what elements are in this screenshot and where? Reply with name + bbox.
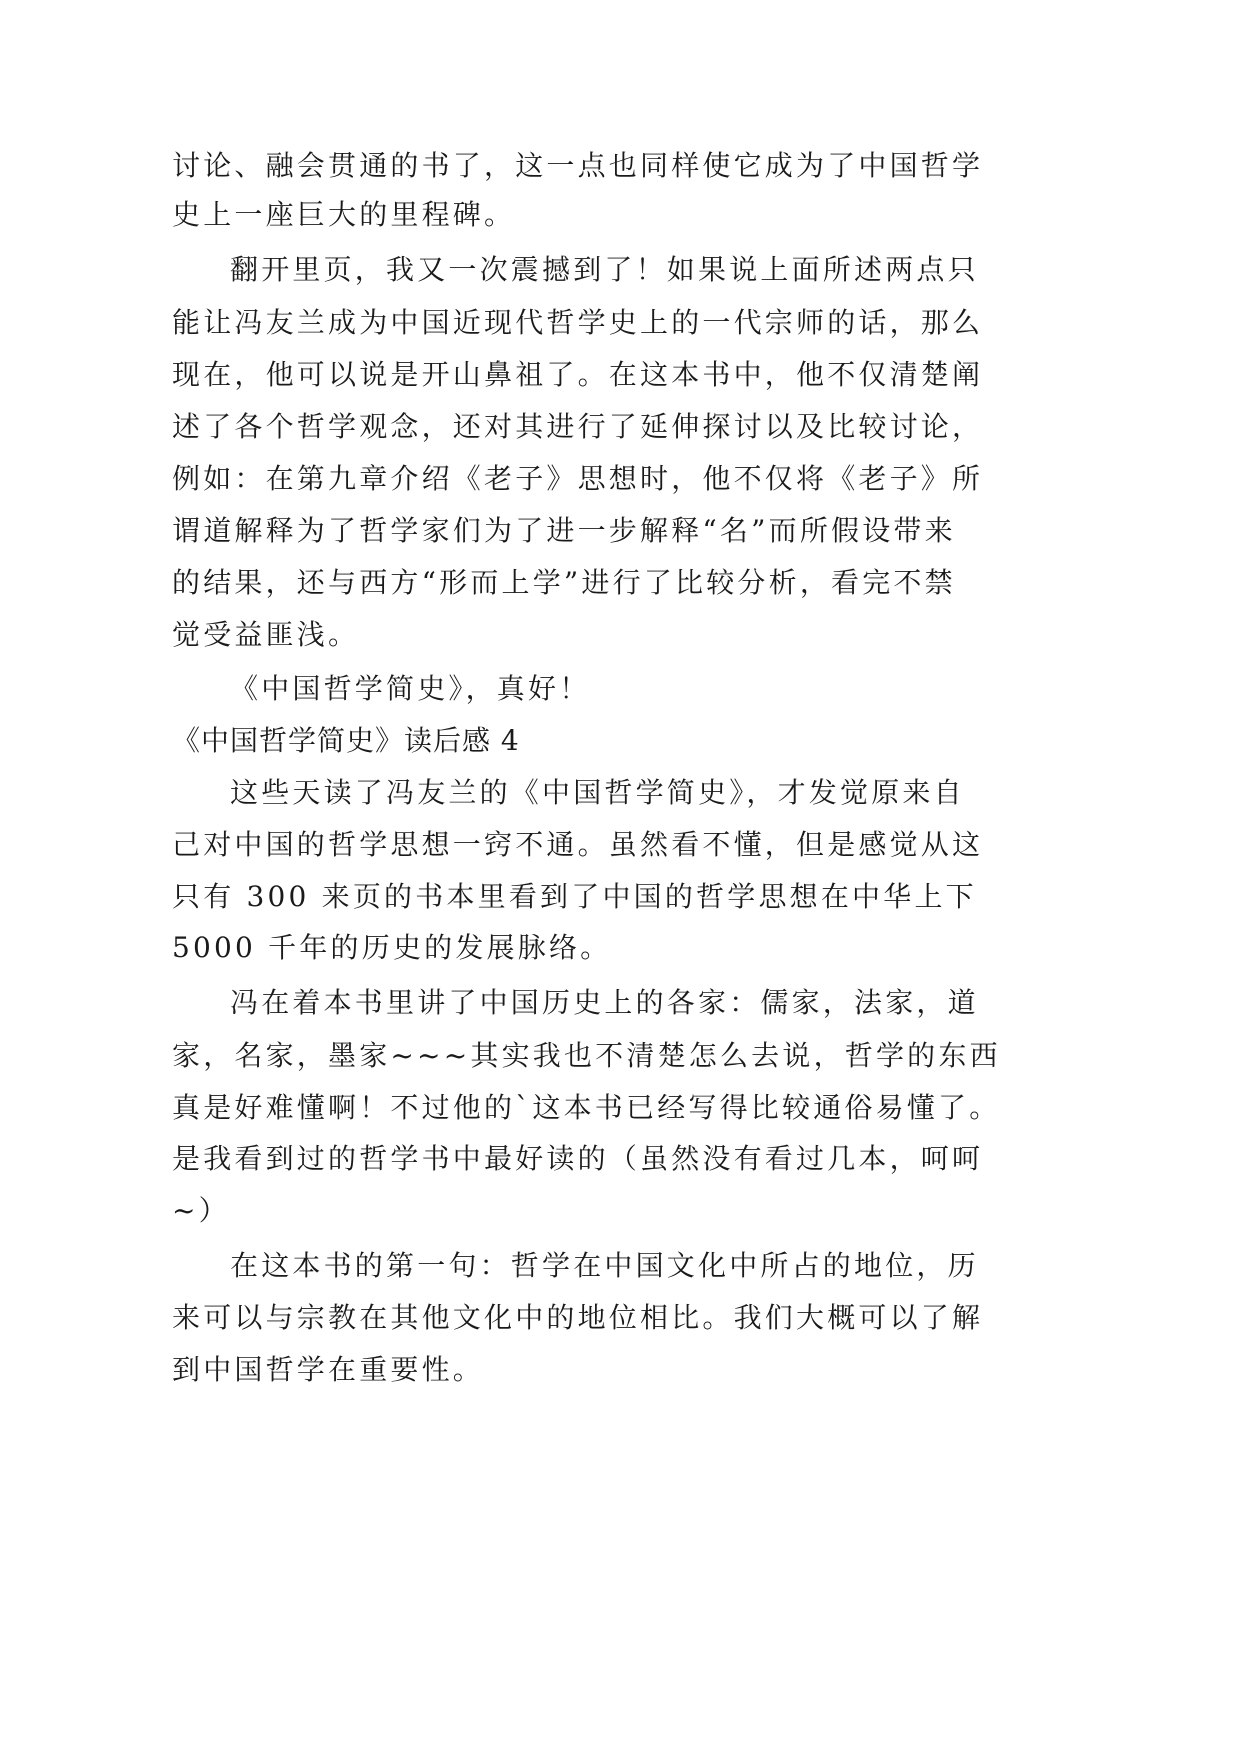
text-line: 真是好难懂啊！不过他的`这本书已经写得比较通俗易懂了。 [172,1091,1001,1124]
paragraph-line: 在这本书的第一句：哲学在中国文化中所占的地位，历 [230,1249,979,1282]
text-line: 5000 千年的历史的发展脉络。 [172,931,612,964]
text-line: 觉受益匪浅。 [172,618,360,651]
text-line: 例如：在第九章介绍《老子》思想时，他不仅将《老子》所 [172,462,984,495]
text-line: 能让冯友兰成为中国近现代哲学史上的一代宗师的话，那么 [172,306,984,339]
section-heading: 《中国哲学简史》读后感 4 [172,724,520,757]
text-line: 己对中国的哲学思想一窍不通。虽然看不懂，但是感觉从这 [172,828,984,861]
paragraph-line: 翻开里页，我又一次震撼到了！如果说上面所述两点只 [230,253,979,286]
paragraph-line: 这些天读了冯友兰的《中国哲学简史》，才发觉原来自 [230,776,965,809]
text-line: 史上一座巨大的里程碑。 [172,198,516,231]
text-line: 家，名家，墨家~~~其实我也不清楚怎么去说，哲学的东西 [172,1039,1001,1072]
text-line: 是我看到过的哲学书中最好读的（虽然没有看过几本，呵呵 [172,1142,984,1175]
text-line: 现在，他可以说是开山鼻祖了。在这本书中，他不仅清楚阐 [172,358,984,391]
text-line: 只有 300 来页的书本里看到了中国的哲学思想在中华上下 [172,880,977,913]
text-line: 述了各个哲学观念，还对其进行了延伸探讨以及比较讨论， [172,410,984,443]
text-line: 的结果，还与西方“形而上学”进行了比较分析，看完不禁 [172,566,956,599]
text-line: 到中国哲学在重要性。 [172,1353,485,1386]
text-line: 谓道解释为了哲学家们为了进一步解释“名”而所假设带来 [172,514,956,547]
text-line: 讨论、融会贯通的书了，这一点也同样使它成为了中国哲学 [172,149,984,182]
text-line: ~） [172,1194,230,1227]
closing-line: 《中国哲学简史》，真好！ [230,672,591,705]
text-line: 来可以与宗教在其他文化中的地位相比。我们大概可以了解 [172,1301,984,1334]
paragraph-line: 冯在着本书里讲了中国历史上的各家：儒家，法家，道 [230,986,979,1019]
